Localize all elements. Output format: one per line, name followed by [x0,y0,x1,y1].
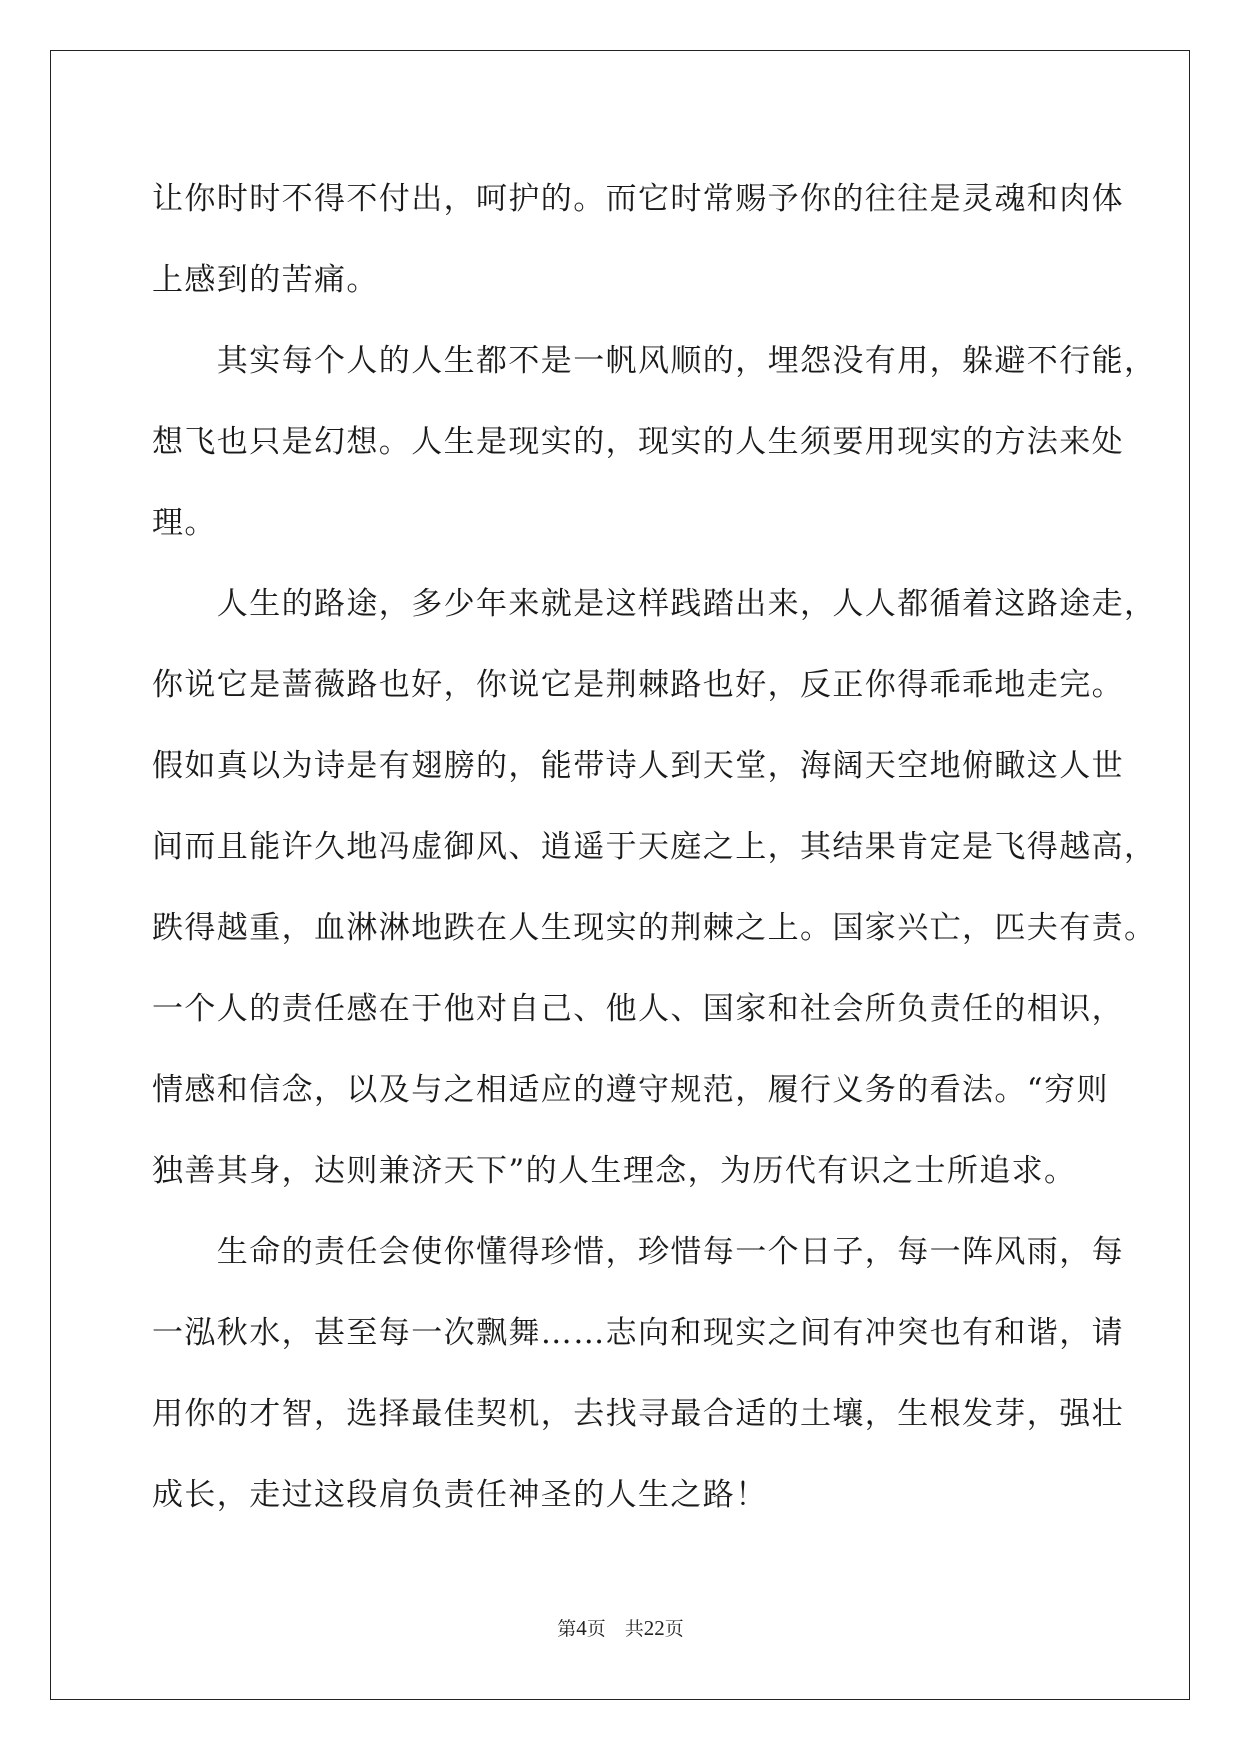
text-line: 生命的责任会使你懂得珍惜，珍惜每一个日子，每一阵风雨，每 [152,1234,1124,1270]
text-line: 间而且能许久地冯虚御风、逍遥于天庭之上，其结果肯定是飞得越高， [152,829,1157,865]
current-page-number: 4 [576,1616,587,1640]
text-line: 成长，走过这段肩负责任神圣的人生之路！ [152,1477,768,1513]
text-line: 假如真以为诗是有翅膀的，能带诗人到天堂，海阔天空地俯瞰这人世 [152,748,1124,784]
total-pages-number: 22 [643,1616,665,1640]
body-text [152,159,1157,1536]
footer-middle: 页 共 [586,1618,644,1640]
text-line: 独善其身，达则兼济天下”的人生理念，为历代有识之士所追求。 [152,1153,1077,1189]
text-line: 一个人的责任感在于他对自己、他人、国家和社会所负责任的相识， [152,991,1124,1027]
text-line: 一泓秋水，甚至每一次飘舞……志向和现实之间有冲突也有和谐，请 [152,1315,1124,1351]
text-line: 让你时时不得不付出，呵护的。而它时常赐予你的往往是灵魂和肉体 [152,181,1124,217]
text-line: 其实每个人的人生都不是一帆风顺的，埋怨没有用，躲避不行能， [152,343,1157,379]
text-line: 用你的才智，选择最佳契机，去找寻最合适的土壤，生根发芽，强壮 [152,1396,1124,1432]
footer-suffix: 页 [664,1618,684,1640]
text-line: 想飞也只是幻想。人生是现实的，现实的人生须要用现实的方法来处 [152,424,1124,460]
text-line: 上感到的苦痛。 [152,262,379,298]
text-line: 情感和信念，以及与之相适应的遵守规范，履行义务的看法。“穷则 [152,1072,1109,1108]
text-line: 理。 [152,505,217,541]
text-line: 你说它是蔷薇路也好，你说它是荆棘路也好，反正你得乖乖地走完。 [152,667,1124,703]
footer-prefix: 第 [557,1618,577,1640]
text-line: 人生的路途，多少年来就是这样践踏出来，人人都循着这路途走， [152,586,1157,622]
page-footer [0,1614,1241,1641]
text-line: 跌得越重，血淋淋地跌在人生现实的荆棘之上。国家兴亡，匹夫有责。 [152,910,1157,946]
